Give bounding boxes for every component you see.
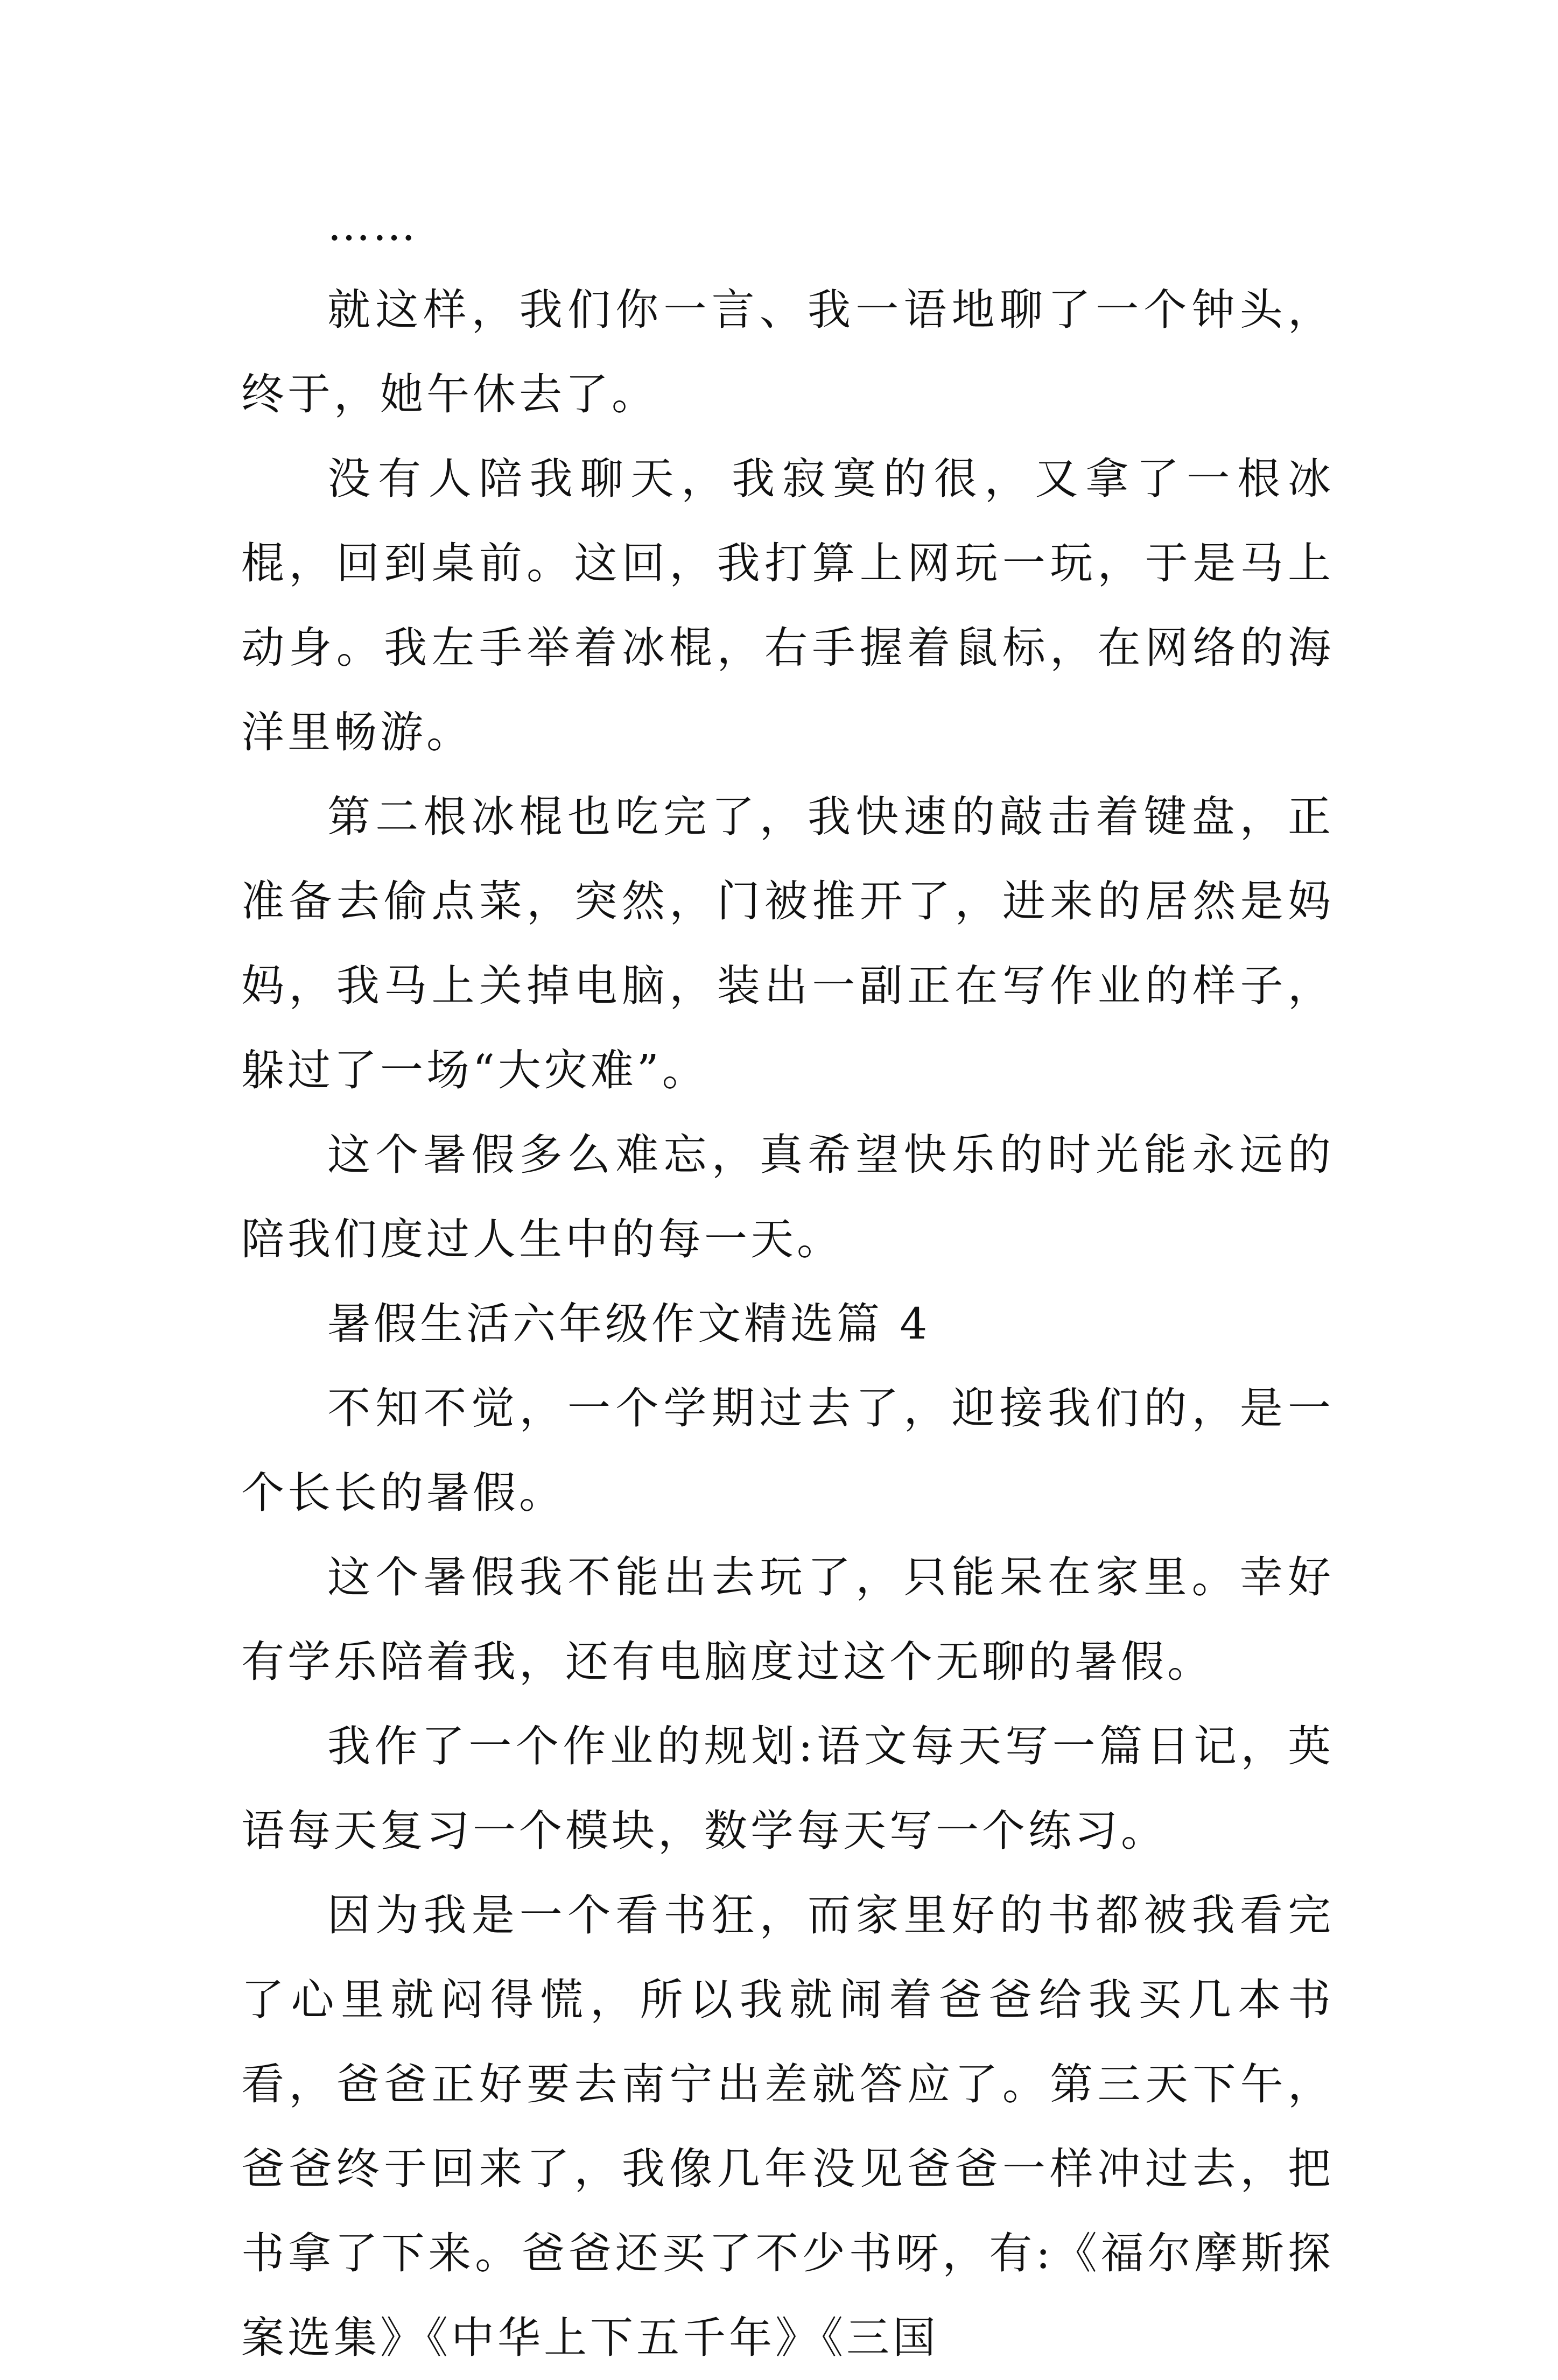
paragraph: 第二根冰棍也吃完了，我快速的敲击着键盘，正准备去偷点菜，突然，门被推开了，进来的居然是妈妈，我马上关掉电脑，装出一副正在写作业的样子，躲过了一场“大灾难”。 — [241, 792, 1334, 1095]
section-heading: 暑假生活六年级作文精选篇 4 — [327, 1299, 931, 1349]
paragraph: 就这样，我们你一言、我一语地聊了一个钟头，终于，她午休去了。 — [241, 285, 1334, 419]
paragraph: 这个暑假多么难忘，真希望快乐的时光能永远的陪我们度过人生中的每一天。 — [241, 1130, 1334, 1264]
paragraph: 因为我是一个看书狂，而家里好的书都被我看完了心里就闷得慌，所以我就闹着爸爸给我买几本书看，爸爸正好要去南宁出差就答应了。第三天下午，爸爸终于回来了，我像几年没见爸爸一样冲过去，把书拿了下来。爸爸还买了不少书呀，有:《福尔摩斯探案选集》《中华上下五千年》《三国 — [241, 1890, 1334, 2363]
paragraph: 不知不觉，一个学期过去了，迎接我们的，是一个长长的暑假。 — [241, 1383, 1334, 1518]
paragraph: 这个暑假我不能出去玩了，只能呆在家里。幸好有学乐陪着我，还有电脑度过这个无聊的暑假。 — [241, 1552, 1334, 1687]
document-page — [241, 183, 1334, 2380]
paragraph: 没有人陪我聊天，我寂寞的很，又拿了一根冰棍，回到桌前。这回，我打算上网玩一玩，于是马上动身。我左手举着冰棍，右手握着鼠标，在网络的海洋里畅游。 — [241, 454, 1334, 757]
ellipsis-line: …… — [327, 200, 418, 250]
paragraph: 我作了一个作业的规划:语文每天写一篇日记，英语每天复习一个模块，数学每天写一个练习。 — [241, 1721, 1334, 1856]
